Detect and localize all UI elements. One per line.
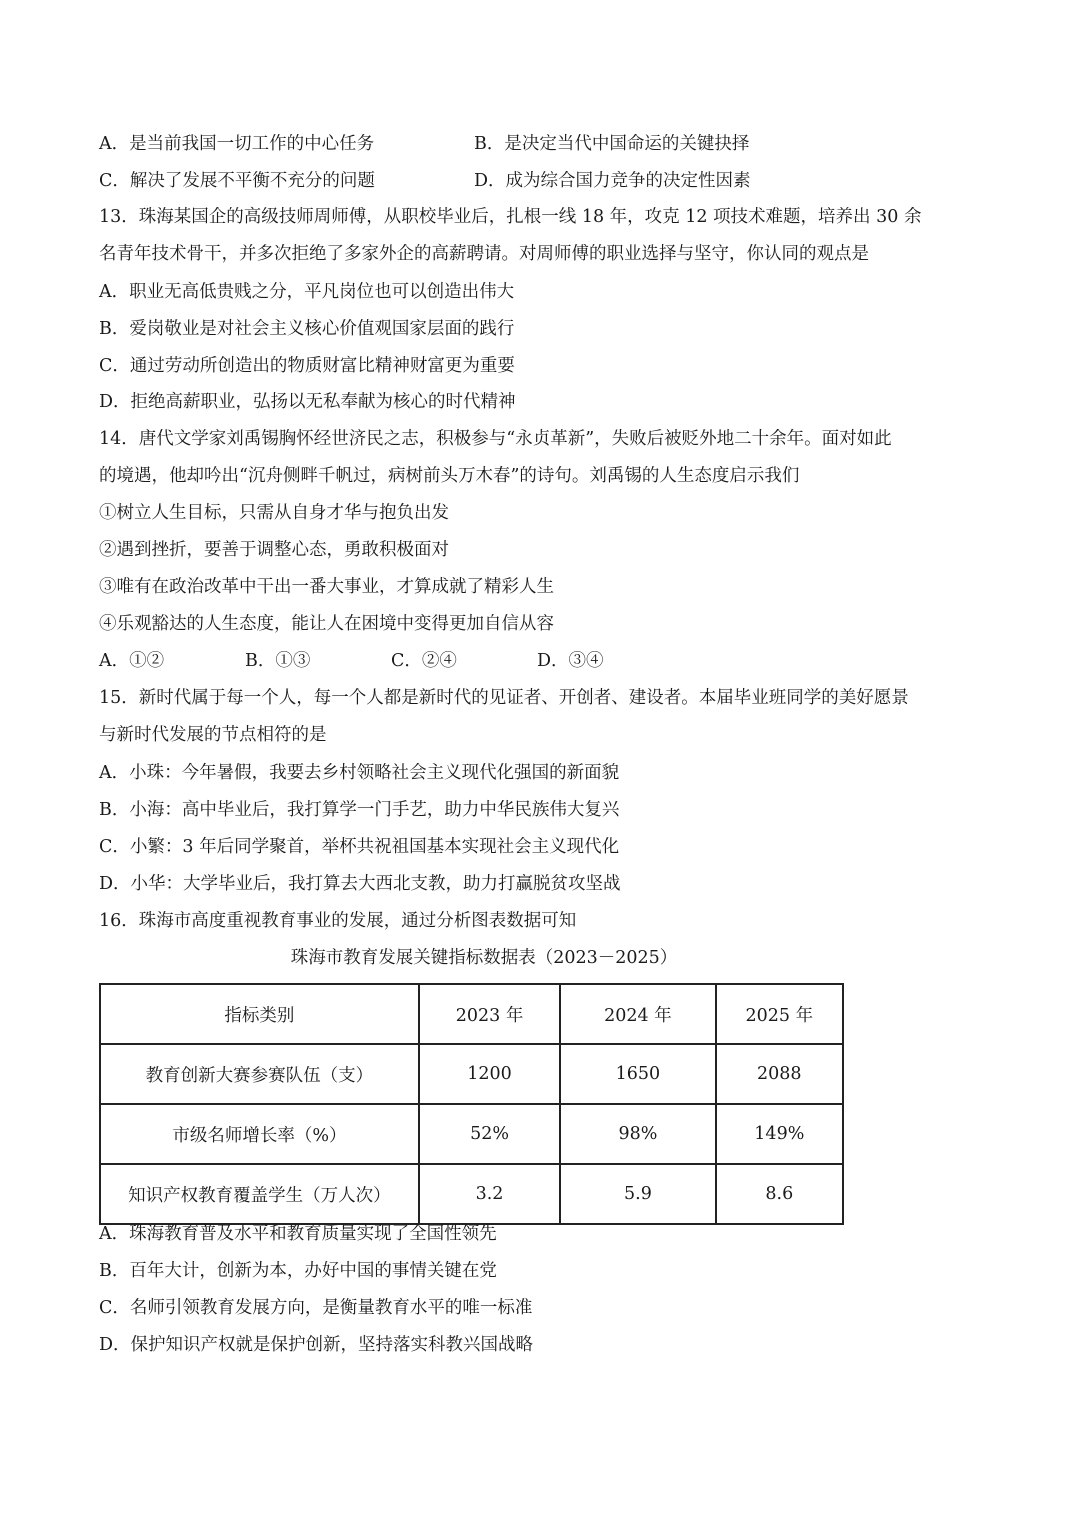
- q14-stem-line-2: 的境遇，他却吟出“沉舟侧畔千帆过，病树前头万木春”的诗句。刘禹锡的人生态度启示我们: [99, 466, 800, 486]
- q15-option-c: C．小繁：3 年后同学聚首，举杯共祝祖国基本实现社会主义现代化: [99, 837, 620, 857]
- q13-stem-line-1: 13．珠海某国企的高级技师周师傅，从职校毕业后，扎根一线 18 年，攻克 12 项技术难题，培养出 30 余: [99, 207, 922, 227]
- table-cell: 1200: [419, 1044, 560, 1104]
- q13-option-a: A．职业无高低贵贱之分，平凡岗位也可以创造出伟大: [99, 282, 515, 302]
- table-row: [100, 1164, 843, 1224]
- table-cell: 3.2: [419, 1164, 560, 1224]
- table-cell: 98%: [560, 1104, 715, 1164]
- q16-stem: 16．珠海市高度重视教育事业的发展，通过分析图表数据可知: [99, 911, 577, 931]
- table-row: [100, 1044, 843, 1104]
- q16-option-b: B．百年大计，创新为本，办好中国的事情关键在党: [99, 1261, 497, 1281]
- q14-option-b: B．①③: [245, 651, 311, 671]
- table-cell: 市级名师增长率（%）: [100, 1104, 419, 1164]
- q12-option-d: D．成为综合国力竞争的决定性因素: [474, 171, 751, 191]
- q14-statement-3: ③唯有在政治改革中干出一番大事业，才算成就了精彩人生: [99, 577, 554, 597]
- q16-option-c: C．名师引领教育发展方向，是衡量教育水平的唯一标准: [99, 1298, 533, 1318]
- table-cell: 知识产权教育覆盖学生（万人次）: [100, 1164, 419, 1224]
- table-header-cell: 2023 年: [419, 984, 560, 1044]
- q16-option-d: D．保护知识产权就是保护创新，坚持落实科教兴国战略: [99, 1335, 534, 1355]
- table-cell: 8.6: [716, 1164, 843, 1224]
- table-header-cell: 2024 年: [560, 984, 715, 1044]
- table-header-row: [100, 984, 843, 1044]
- table-cell: 149%: [716, 1104, 843, 1164]
- q14-option-c: C．②④: [391, 651, 457, 671]
- q13-option-b: B．爱岗敬业是对社会主义核心价值观国家层面的践行: [99, 319, 515, 339]
- table-header-cell: 指标类别: [100, 984, 419, 1044]
- q15-option-b: B．小海：高中毕业后，我打算学一门手艺，助力中华民族伟大复兴: [99, 800, 620, 820]
- q16-option-a: A．珠海教育普及水平和教育质量实现了全国性领先: [99, 1224, 497, 1244]
- q13-stem-line-2: 名青年技术骨干，并多次拒绝了多家外企的高薪聘请。对周师傅的职业选择与坚守，你认同的观点是: [99, 244, 869, 264]
- q12-option-b: B．是决定当代中国命运的关键抉择: [474, 134, 750, 154]
- q14-statement-2: ②遇到挫折，要善于调整心态，勇敢积极面对: [99, 540, 449, 560]
- table-header-cell: 2025 年: [716, 984, 843, 1044]
- q12-option-c: C．解决了发展不平衡不充分的问题: [99, 171, 375, 191]
- q14-statement-1: ①树立人生目标，只需从自身才华与抱负出发: [99, 503, 449, 523]
- q12-option-a: A．是当前我国一切工作的中心任务: [99, 134, 375, 154]
- table-cell: 52%: [419, 1104, 560, 1164]
- table-caption: 珠海市教育发展关键指标数据表（2023－2025）: [290, 948, 678, 968]
- q15-option-a: A．小珠：今年暑假，我要去乡村领略社会主义现代化强国的新面貌: [99, 763, 620, 783]
- education-indicators-table: [99, 983, 844, 1225]
- table-cell: 2088: [716, 1044, 843, 1104]
- q14-option-d: D．③④: [537, 651, 604, 671]
- q15-option-d: D．小华：大学毕业后，我打算去大西北支教，助力打赢脱贫攻坚战: [99, 874, 621, 894]
- q15-stem-line-2: 与新时代发展的节点相符的是: [99, 725, 327, 745]
- q13-option-d: D．拒绝高薪职业，弘扬以无私奉献为核心的时代精神: [99, 392, 516, 412]
- table-cell: 1650: [560, 1044, 715, 1104]
- q14-option-a: A．①②: [99, 651, 165, 671]
- q15-stem-line-1: 15．新时代属于每一个人，每一个人都是新时代的见证者、开创者、建设者。本届毕业班同学的美好愿景: [99, 688, 909, 708]
- table-cell: 教育创新大赛参赛队伍（支）: [100, 1044, 419, 1104]
- table-row: [100, 1104, 843, 1164]
- q14-stem-line-1: 14．唐代文学家刘禹锡胸怀经世济民之志，积极参与“永贞革新”，失败后被贬外地二十余年。面对如此: [99, 429, 892, 449]
- table-cell: 5.9: [560, 1164, 715, 1224]
- q13-option-c: C．通过劳动所创造出的物质财富比精神财富更为重要: [99, 356, 515, 376]
- q14-statement-4: ④乐观豁达的人生态度，能让人在困境中变得更加自信从容: [99, 614, 554, 634]
